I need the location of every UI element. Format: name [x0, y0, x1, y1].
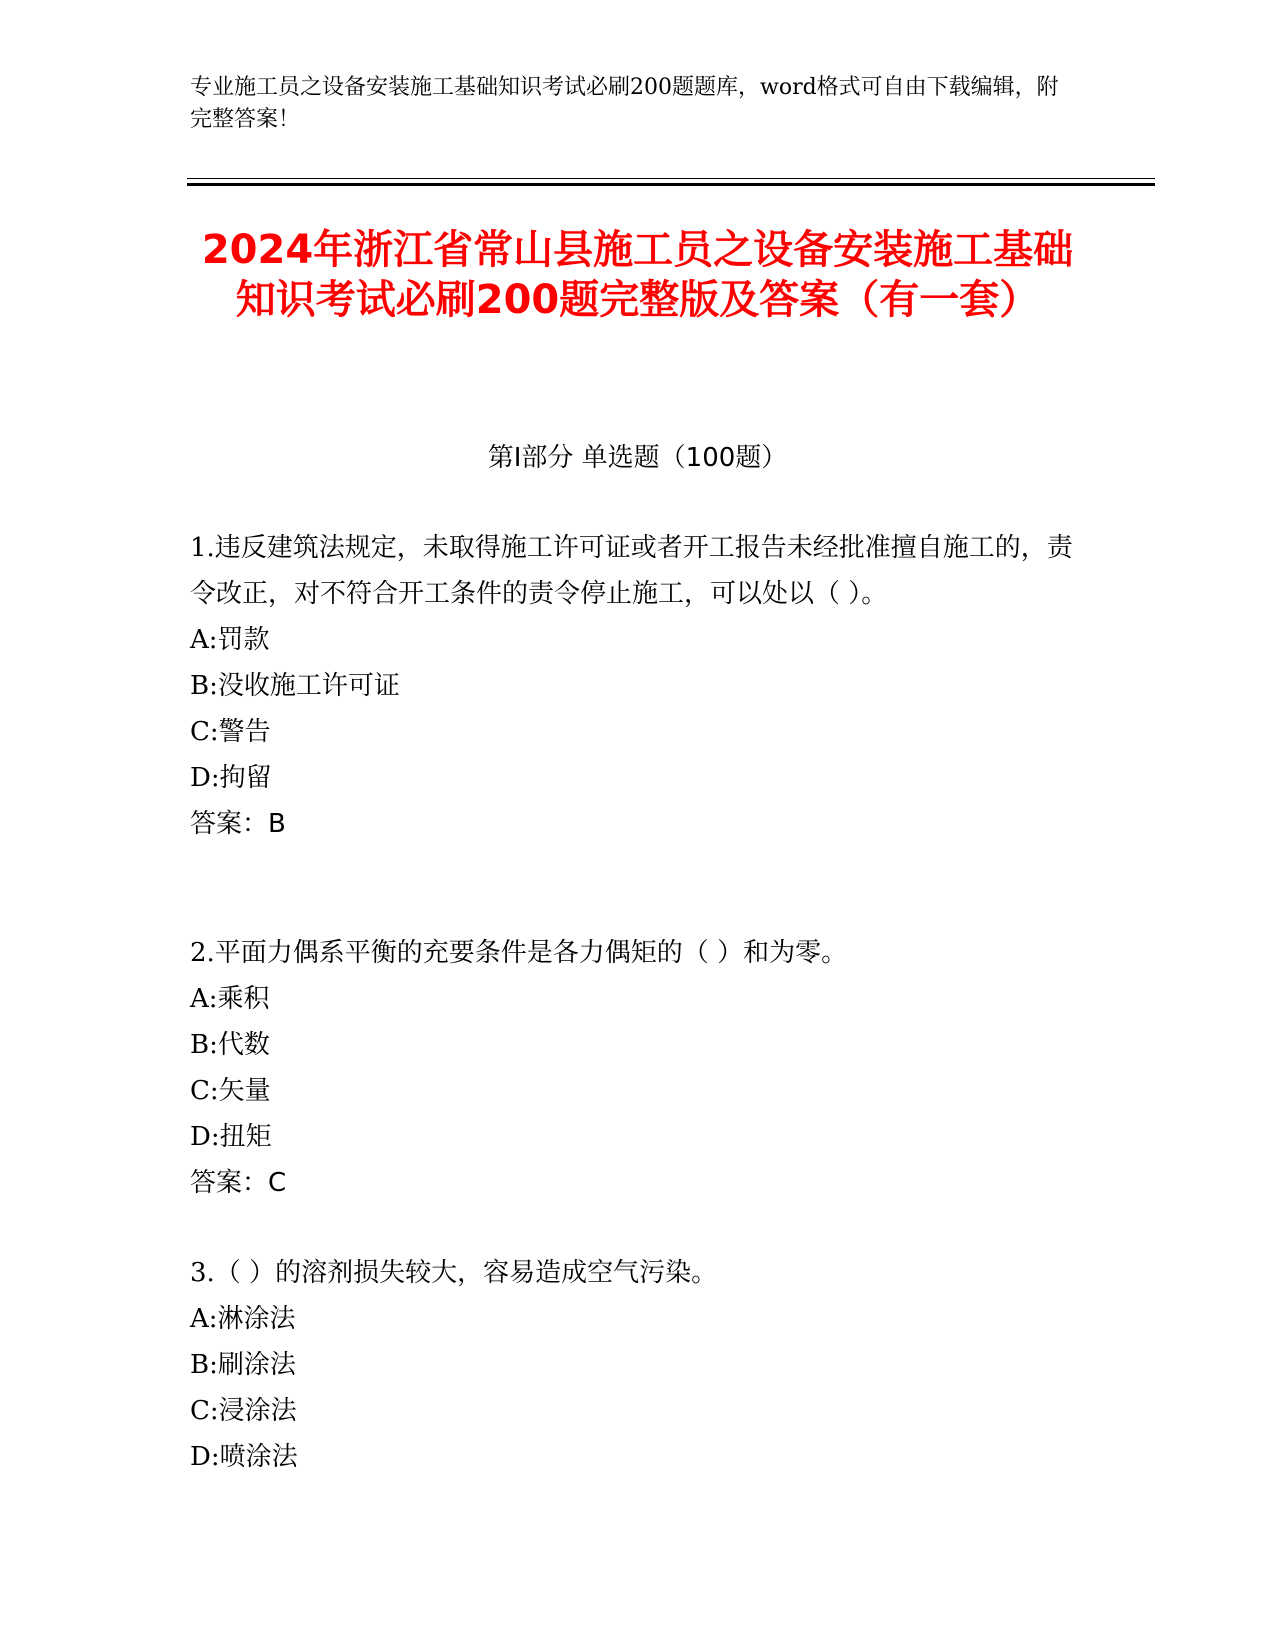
section-title: 第Ⅰ部分 单选题（100题）	[487, 443, 788, 473]
question-stem: 1.违反建筑法规定，未取得施工许可证或者开工报告未经批准擅自施工的，责令改正，对不符合开工条件的责令停止施工，可以处以（ ）。	[190, 533, 1073, 609]
option-b: B:没收施工许可证	[190, 671, 400, 701]
header-note: 专业施工员之设备安装施工基础知识考试必刷200题题库，word格式可自由下载编辑，附完整答案！	[190, 75, 1059, 132]
answer: 答案：B	[190, 809, 286, 839]
option-a: A:乘积	[190, 984, 270, 1014]
document-title: 2024年浙江省常山县施工员之设备安装施工基础知识考试必刷200题完整版及答案（有一套）	[201, 227, 1074, 323]
question-1	[190, 525, 1080, 847]
option-b: B:刷涂法	[190, 1350, 296, 1380]
option-d: D:喷涂法	[190, 1442, 298, 1472]
answer: 答案：C	[190, 1168, 287, 1198]
header-divider-thin	[187, 178, 1155, 179]
option-b: B:代数	[190, 1030, 270, 1060]
option-c: C:矢量	[190, 1076, 271, 1106]
option-c: C:浸涂法	[190, 1396, 297, 1426]
option-a: A:罚款	[190, 625, 270, 655]
question-stem: 3.（ ）的溶剂损失较大，容易造成空气污染。	[190, 1258, 718, 1288]
question-stem: 2.平面力偶系平衡的充要条件是各力偶矩的（ ）和为零。	[190, 938, 848, 968]
question-3	[190, 1250, 1080, 1480]
option-d: D:拘留	[190, 763, 272, 793]
option-c: C:警告	[190, 717, 271, 747]
header-divider-thick	[187, 183, 1155, 186]
option-d: D:扭矩	[190, 1122, 272, 1152]
option-a: A:淋涂法	[190, 1304, 296, 1334]
question-2	[190, 930, 1080, 1206]
